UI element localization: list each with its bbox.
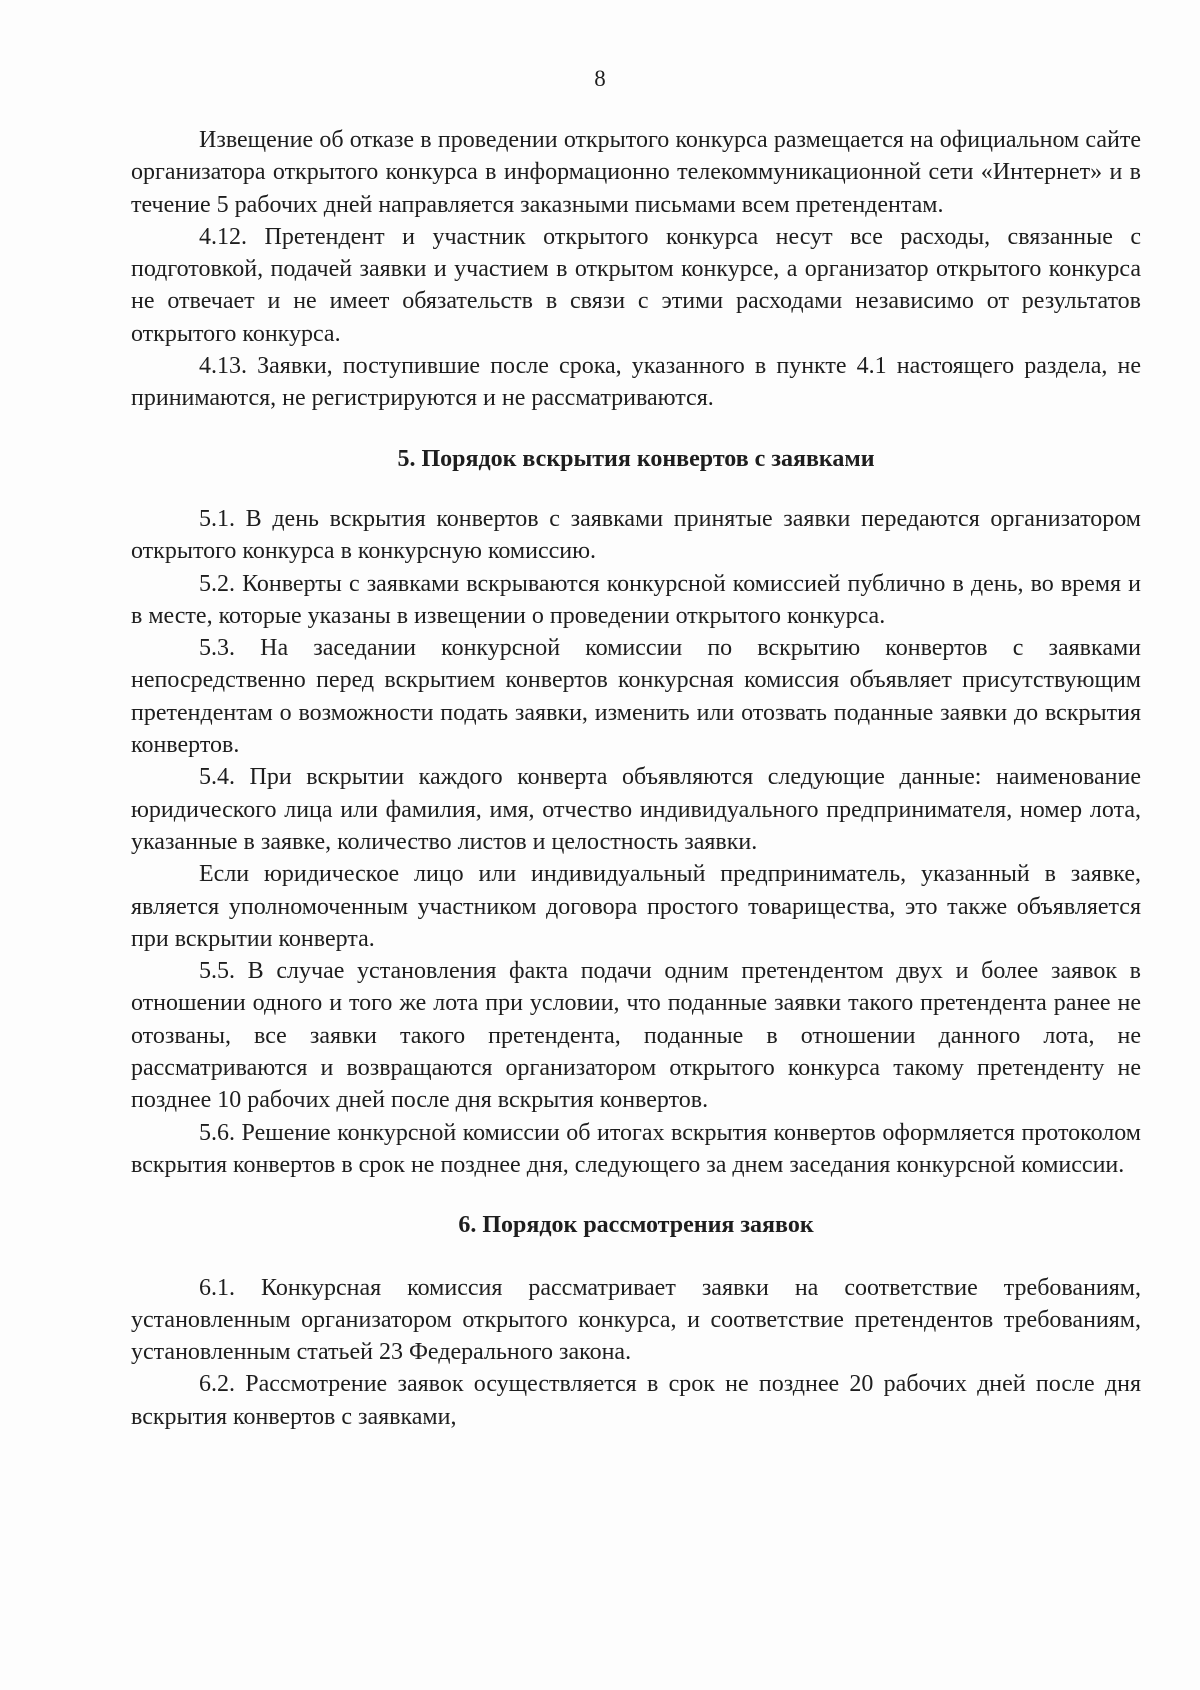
paragraph-5-4-continued: Если юридическое лицо или индивидуальный предприниматель, указанный в заявке, является уполномоченным участником договора простого товарищества, это также объявляется при вскрытии конверта. xyxy=(131,861,1141,952)
paragraph-5-1: 5.1. В день вскрытия конвертов с заявками принятые заявки передаются организатором открытого конкурса в конкурсную комиссию. xyxy=(131,505,1141,565)
section-5-heading: 5. Порядок вскрытия конвертов с заявками xyxy=(397,445,875,472)
document-body xyxy=(131,124,1141,1433)
paragraph-5-3: 5.3. На заседании конкурсной комиссии по вскрытию конвертов с заявками непосредственно перед вскрытием конвертов конкурсная комиссия объявляет присутствующим претендентам о возможности подать заявки, изменить или отозвать поданные заявки до вскрытия конвертов. xyxy=(131,635,1141,759)
paragraph-refusal-notice: Извещение об отказе в проведении открытого конкурса размещается на официальном сайте организатора открытого конкурса в информационно телекоммуникационной сети «Интернет» и в течение 5 рабочих дней направляется заказными письмами всем претендентам. xyxy=(131,127,1141,218)
paragraph-4-13: 4.13. Заявки, поступившие после срока, указанного в пункте 4.1 настоящего раздела, не принимаются, не регистрируются и не рассматриваются. xyxy=(131,353,1141,412)
paragraph-5-2: 5.2. Конверты с заявками вскрываются конкурсной комиссией публично в день, во время и в месте, которые указаны в извещении о проведении открытого конкурса. xyxy=(131,570,1141,629)
paragraph-5-4: 5.4. При вскрытии каждого конверта объявляются следующие данные: наименование юридического лица или фамилия, имя, отчество индивидуального предпринимателя, номер лота, указанные в заявке, количество листов и целостность заявки. xyxy=(131,764,1141,855)
paragraph-4-12: 4.12. Претендент и участник открытого конкурса несут все расходы, связанные с подготовкой, подачей заявки и участием в открытом конкурсе, а организатор открытого конкурса не отвечает и не имеет обязательств в связи с этими расходами независимо от результатов открытого конкурса. xyxy=(131,223,1141,347)
paragraph-6-1: 6.1. Конкурсная комиссия рассматривает заявки на соответствие требованиям, установленным организатором открытого конкурса, и соответствие претендентов требованиям, установленным статьей 23 Федерального закона. xyxy=(131,1274,1141,1366)
section-6-heading: 6. Порядок рассмотрения заявок xyxy=(458,1212,814,1239)
page-number: 8 xyxy=(594,66,606,91)
paragraph-5-6: 5.6. Решение конкурсной комиссии об итогах вскрытия конвертов оформляется протоколом вскрытия конвертов в срок не позднее дня, следующего за днем заседания конкурсной комиссии. xyxy=(131,1119,1141,1178)
paragraph-6-2: 6.2. Рассмотрение заявок осуществляется в срок не позднее 20 рабочих дней после дня вскрытия конвертов с заявками, xyxy=(131,1371,1141,1430)
paragraph-5-5: 5.5. В случае установления факта подачи одним претендентом двух и более заявок в отношении одного и того же лота при условии, что поданные заявки такого претендента ранее не отозваны, все заявки такого претендента, поданные в отношении данного лота, не рассматриваются и возвращаются организатором открытого конкурса такому претенденту не позднее 10 рабочих дней после дня вскрытия конвертов. xyxy=(131,958,1141,1114)
